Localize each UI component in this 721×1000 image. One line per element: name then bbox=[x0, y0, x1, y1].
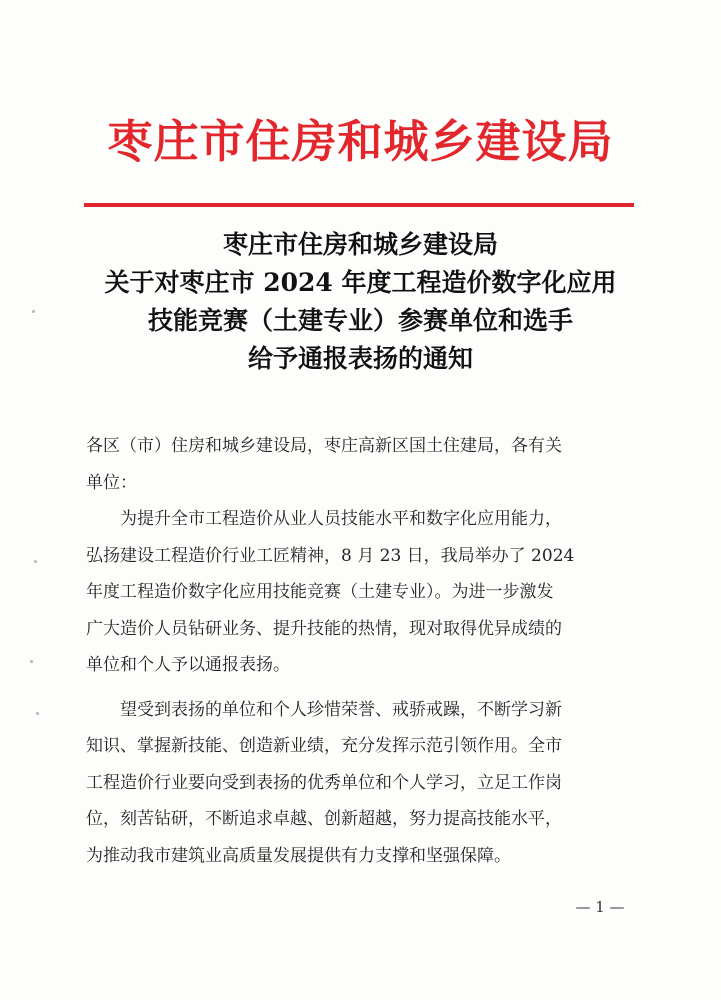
notice-body bbox=[86, 428, 638, 874]
body-paragraph-1 bbox=[86, 501, 638, 684]
paragraph-line: 年度工程造价数字化应用技能竞赛（土建专业）。为进一步激发 bbox=[86, 582, 554, 602]
salutation bbox=[86, 428, 638, 501]
notice-title-line: 枣庄市住房和城乡建设局 bbox=[222, 230, 498, 259]
paragraph-line: 为提升全市工程造价从业人员技能水平和数字化应用能力， bbox=[86, 509, 562, 529]
paragraph-gap bbox=[86, 684, 638, 692]
notice-title-line: 给予通报表扬的通知 bbox=[247, 344, 473, 373]
body-paragraph-2 bbox=[86, 692, 638, 875]
paragraph-line: 工程造价行业要向受到表扬的优秀单位和个人学习，立足工作岗 bbox=[86, 772, 562, 793]
paragraph-line: 为推动我市建筑业高质量发展提供有力支撑和坚强保障。 bbox=[86, 845, 511, 866]
paragraph-line: 知识、掌握新技能、创造新业绩，充分发挥示范引领作用。全市 bbox=[86, 736, 562, 756]
paragraph-line: 广大造价人员钻研业务、提升技能的热情，现对取得优异成绩的 bbox=[86, 618, 562, 639]
scan-speck bbox=[36, 712, 39, 715]
notice-title bbox=[0, 226, 721, 378]
scan-speck bbox=[34, 560, 37, 563]
scan-speck bbox=[30, 660, 33, 663]
paragraph-line: 望受到表扬的单位和个人珍惜荣誉、戒骄戒躁，不断学习新 bbox=[86, 699, 562, 720]
notice-title-line: 技能竞赛（土建专业）参赛单位和选手 bbox=[147, 306, 573, 335]
letterhead-agency-name: 枣庄市住房和城乡建设局 bbox=[107, 115, 614, 168]
salutation-line: 各区（市）住房和城乡建设局，枣庄高新区国土住建局，各有关 bbox=[86, 436, 562, 456]
paragraph-line: 弘扬建设工程造价行业工匠精神，8 月 23 日，我局举办了 2024 bbox=[86, 545, 575, 566]
scan-speck bbox=[32, 310, 35, 313]
paragraph-line: 位，刻苦钻研，不断追求卓越、创新超越，努力提高技能水平， bbox=[86, 809, 562, 829]
page-number: — 1 — bbox=[575, 898, 625, 916]
paragraph-line: 单位和个人予以通报表扬。 bbox=[86, 655, 290, 675]
letterhead-red-rule bbox=[84, 203, 634, 207]
salutation-line: 单位： bbox=[86, 472, 137, 493]
notice-title-line: 关于对枣庄市 2024 年度工程造价数字化应用 bbox=[104, 268, 617, 297]
